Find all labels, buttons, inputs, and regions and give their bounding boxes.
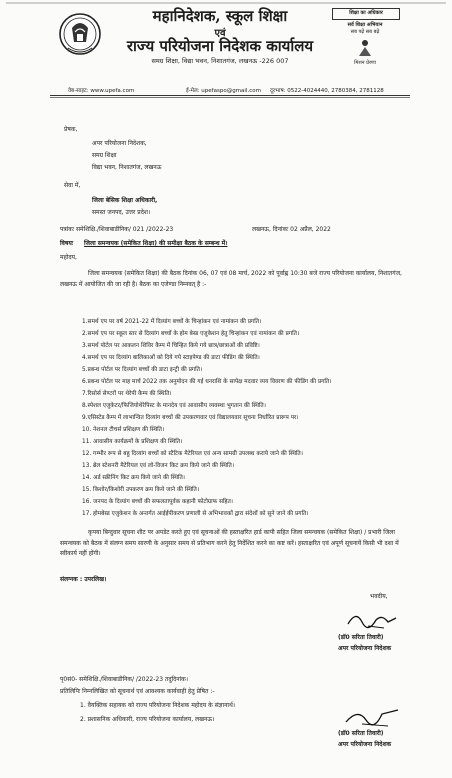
list-item: 10. नेशनल टीचर्स प्रशिक्षण की स्थिति। [82,427,165,433]
website-text: वेब-साइट: www.upefa.com [68,88,135,94]
subject-label: विषयः [60,240,74,247]
subject-text: जिला समन्वयक (समेकित शिक्षा) की समीक्षा बैठक के सम्बन्ध में। [84,240,228,247]
rte-mission-emblem-logo [330,6,400,76]
enclosure: संलग्नक : उपरलिख। [60,576,107,583]
to-address: समस्त जनपद, उत्तर प्रदेश। [92,209,151,216]
list-item: 5.प्रबन्ध पोर्टल पर दिव्यांग बच्चों की डाटा इन्ट्री की प्रगति। [82,367,203,373]
email-text: ई-मेल: upefaspo@gmail.com [186,88,261,94]
list-item: 3.समर्थ पोर्टल पर आकलन शिविर कैम्प में चिन्हित किये गये छात्र/छात्राओं की प्रविष्टि। [82,343,260,349]
list-item: 8.स्पेशल एजुकेटर/फिजियोथेरेपिस्ट के मानदेय एवं आवासीय व्यवस्था भुगतान की स्थिति। [82,403,266,409]
up-government-emblem-logo [58,8,102,62]
rte-badge: शिक्षा का अधिकार [332,8,400,20]
phone-text: दूरभाष: 0522-4024440, 2780384, 2781128 [270,88,384,94]
agenda-list [82,316,402,520]
list-item: 7.रिसोर्स सेण्टरों पर थेरेपी कैम्प की स्थिति। [82,391,172,397]
list-item: 2.समर्थ एप पर स्कूल स्तर से दिव्यांग बच्चों के होम बेस्ड एजुकेशन हेतु चिन्हांकन एवं नामांकन की प्रगति। [82,331,300,337]
mission-prerna-icon [356,38,374,58]
list-item: 6.प्रबन्ध पोर्टल पर माह मार्च 2022 तक अनुमोदन की गई धनराशि के सापेक्ष मदवार व्यय विवरण की फीडिंग की प्रगति। [82,379,332,385]
copy-item: 2. प्रशासनिक अधिकारी, राज्य परियोजना कार्यालय, लखनऊ। [80,716,215,723]
header-title-director-general: महानिदेशक, स्कूल शिक्षा [152,7,288,25]
from-org: समग्र शिक्षा [92,152,117,159]
letter-date: लखनऊ, दिनांकः 02 अप्रैल, 2022 [252,226,331,233]
header-title-office: राज्य परियोजना निदेशक कार्यालय [126,37,314,55]
signatory-title: अपर परियोजना निदेशक [338,645,392,652]
signature-image-2 [338,704,418,728]
header-title-conjunction: एवं [214,28,226,39]
reference-number: पत्रांकः समेशिक्षि./शिवाबाडीनिक/ 021 /2022-23 [60,226,174,233]
header-address: समग्र शिक्षा, विद्या भवन, निशातगंज, लखनऊ -226 007 [151,57,289,65]
signatory-name: (डॉ0 सरिता तिवारी) [338,634,384,641]
copy-item: 1. वैयक्तिक सहायक को राज्य परियोजना निदेशक महोदय के संज्ञानार्थ। [80,702,236,709]
list-item: 4.समर्थ एप पर दिव्यांग बालिकाओं को दिये गये स्टाइपेण्ड की डाटा फीडिंग की स्थिति। [82,355,260,361]
list-item: 1.समर्थ एप पर वर्ष 2021-22 में दिव्यांग बच्चों के चिन्हांकन एवं नामांकन की प्रगति। [82,319,262,325]
list-item: 13. ब्रेल स्टेशनरी मैटेरियल एवं लो-विजन किट क्रय किये जाने की स्थिति। [82,463,235,469]
from-label: प्रेषक, [64,126,78,133]
closing-paragraph: कृपया बिन्दुवार सूचना शीट पर अपडेट करते हुए एवं सूचनाओं की हस्ताक्षरित हार्ड कापी सहित जिला समन्वयक (समेकित शिक्षा) / प्रभारी जिला समन्वयक को बैठक में संलग्न समय सारणी के अनुसार समय से प्रतिभाग करने हेतु निर्देशित करने का कष्ट करें। हस्ताक्षरित एवं अपूर्ण सूचनायें किसी भी दशा में स्वीकार्य नहीं होंगी। [60,529,399,557]
ssa-tagline: सब पढ़ें सब बढ़ें [350,29,380,35]
salutation: महोदय, [60,254,77,261]
copy-intro: प्रतिलिपिः निम्नलिखित को सूचनार्थ एवं आवश्यक कार्यवाही हेतु प्रेषित :- [60,688,215,695]
mission-prerna-label: मिशन प्रेरणा [354,60,376,66]
body-paragraph: जिला समन्वयक (समेकित शिक्षा) की बैठक दिनांक 06, 07 एवं 08 मार्च, 2022 को पूर्वाह्न 10:30 बजे राज्य परियोजना कार्यालय, निशातगंज, लखनऊ में आयोजित की जा रही है। बैठक का एजेण्डा निम्नवत् है :- [60,270,402,288]
from-name: अपर परियोजना निदेशक, [92,140,147,147]
to-name: जिला बेसिक शिक्षा अधिकारी, [92,197,158,204]
signature-image [338,608,418,632]
letterhead [0,0,452,100]
list-item: 14. अर्ड स्क्रीनिंग किट क्रय किये जाने की स्थिति। [82,475,186,481]
ssa-label: सर्व शिक्षा अभियान [347,22,383,28]
signatory-name-2: (डॉ0 सरिता तिवारी) [338,730,384,737]
list-item: 16. जनपद के दिव्यांग बच्चों की सफलतापूर्वक कहानी फोटोग्राफ सहित। [82,499,233,505]
list-item: 12. गम्भीर रूप से बहु दिव्यांग बच्चों को स्टैटिक मैटेरियल एवं अन्य सामग्री उपलब्ध कराये जाने की स्थिति। [82,451,303,457]
list-item: 15. किशोर/किशोरी उपकरण क्रय किये जाने की स्थिति। [82,487,200,493]
list-item: 17. होमबेस्ड एजुकेशन के अन्तर्गत आईईपीकरण प्रणाली से अभिभावकों द्वारा संदेशों को सुने जाने की प्रगति। [82,511,309,517]
list-item: 9.एसिस्टेड कैम्प में लाभान्वित दिव्यांग बच्चों की उपकरणवार एवं विद्यालयवार सूचना निर्धारित प्रारूप पर। [82,415,299,421]
list-item: 11. आवासीय कार्यक्रमों के प्रशिक्षण की स्थिति। [82,439,183,445]
sign-salutation: भवदीय, [370,593,388,600]
to-label: सेवा में, [64,182,81,189]
copy-reference: पृ0सं0- समेशिक्षि./शिवाबाडीनिक/ /2022-23 तदुदिनांक। [60,676,189,683]
header-divider-secondary [50,97,410,98]
signatory-title-2: अपर परियोजना निदेशक [338,741,392,748]
from-address: विद्या भवन, निशातगंज, लखनऊ [92,164,162,171]
header-divider [50,95,410,96]
